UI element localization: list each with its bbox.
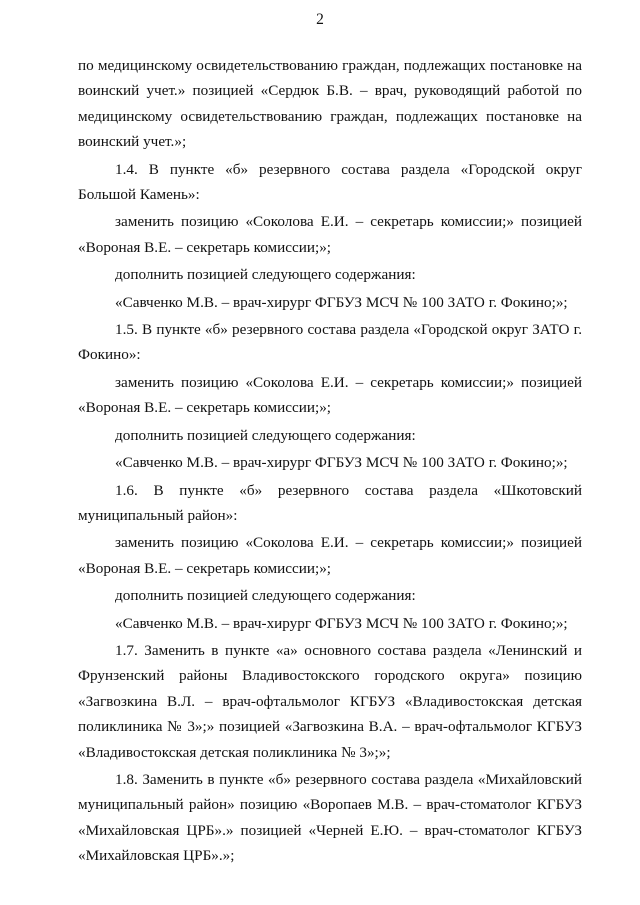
- paragraph-1-4-add-intro: дополнить позицией следующего содержания:: [115, 266, 416, 284]
- paragraph-1-5-add-item: «Савченко М.В. – врач-хирург ФГБУЗ МСЧ № 100 ЗАТО г. Фокино;»;: [115, 454, 568, 472]
- paragraph-1-6-heading: 1.6. В пункте «б» резервного состава раздела «Шкотовский муниципальный район»:: [78, 481, 582, 524]
- paragraph-1-8: 1.8. Заменить в пункте «б» резервного состава раздела «Михайловский муниципальный район» позицию «Воропаев М.В. – врач-стоматолог КГБУЗ «Михайловская ЦРБ».» позицией «Черней Е.Ю. – врач-стоматолог КГБУЗ «Михайловская ЦРБ».»;: [78, 770, 582, 865]
- paragraph-1-4-replace: заменить позицию «Соколова Е.И. – секретарь комиссии;» позицией «Вороная В.Е. – секретарь комиссии;»;: [78, 213, 582, 256]
- paragraph-1-6-replace: заменить позицию «Соколова Е.И. – секретарь комиссии;» позицией «Вороная В.Е. – секретарь комиссии;»;: [78, 534, 582, 577]
- paragraph-1-6-add-intro: дополнить позицией следующего содержания:: [115, 587, 416, 605]
- paragraph-1-4-heading: 1.4. В пункте «б» резервного состава раздела «Городской округ Большой Камень»:: [78, 160, 582, 204]
- paragraph-1-5-add-intro: дополнить позицией следующего содержания:: [115, 426, 416, 444]
- paragraph-1-5-heading: 1.5. В пункте «б» резервного состава раздела «Городской округ ЗАТО г. Фокино»:: [78, 321, 582, 364]
- paragraph-1-5-replace: заменить позицию «Соколова Е.И. – секретарь комиссии;» позицией «Вороная В.Е. – секретарь комиссии;»;: [78, 373, 582, 417]
- paragraph-1-7: 1.7. Заменить в пункте «а» основного состава раздела «Ленинский и Фрунзенский районы Владивостокского городского округа» позицию «Загвозкина В.Л. – врач-офтальмолог КГБУЗ «Владивостокская детская поликлиника № 3»;» позицией «Загвозкина В.А. – врач-офтальмолог КГБУЗ «Владивостокская детская поликлиника № 3»;»;: [78, 641, 582, 761]
- paragraph-1-continuation: по медицинскому освидетельствованию граждан, подлежащих постановке на воинский учет.» позицией «Сердюк Б.В. – врач, руководящий работой по медицинскому освидетельствованию граждан, подлежащих постановке на воинский учет.»;: [78, 57, 582, 151]
- paragraph-1-6-add-item: «Савченко М.В. – врач-хирург ФГБУЗ МСЧ № 100 ЗАТО г. Фокино;»;: [115, 614, 568, 632]
- document-body: [78, 53, 582, 869]
- page-number: 2: [316, 11, 324, 28]
- paragraph-1-4-add-item: «Савченко М.В. – врач-хирург ФГБУЗ МСЧ № 100 ЗАТО г. Фокино;»;: [115, 293, 568, 311]
